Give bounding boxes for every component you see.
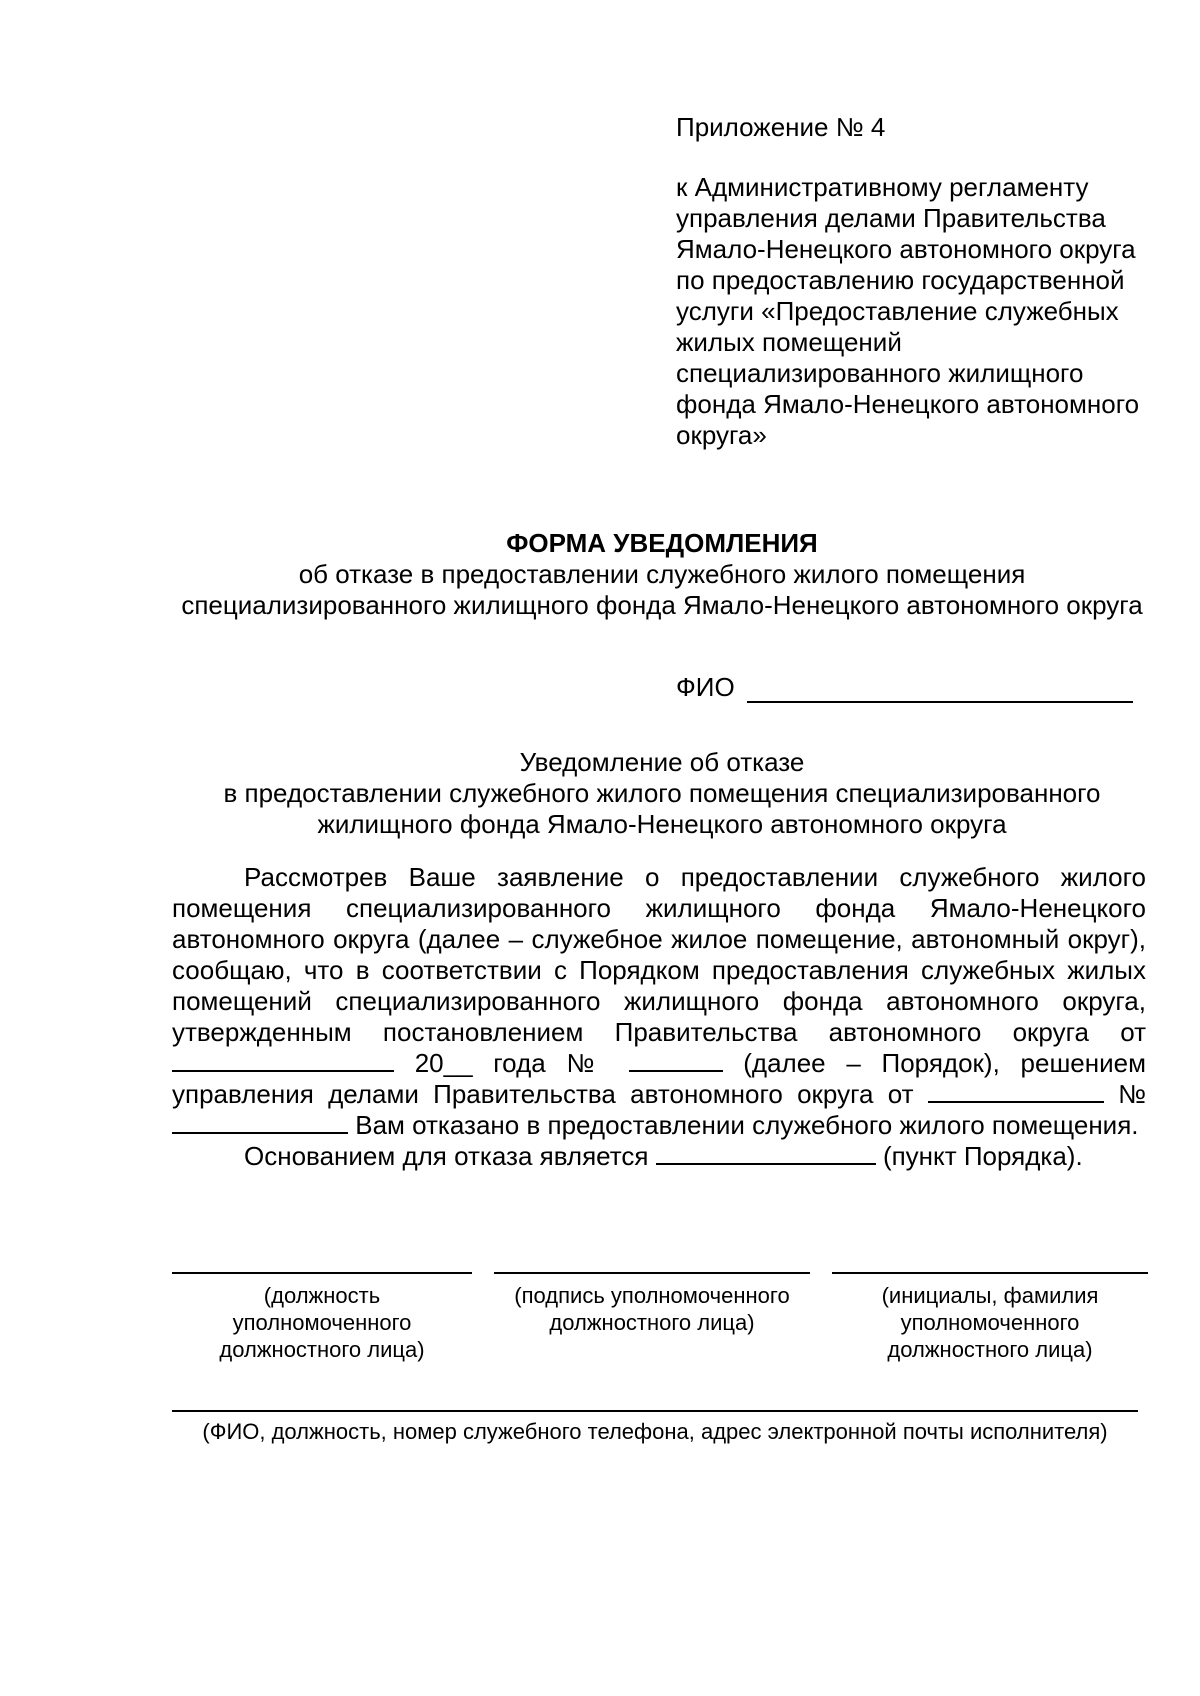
form-heading: ФОРМА УВЕДОМЛЕНИЯ <box>506 528 818 558</box>
body-p1-no2: № <box>1118 1079 1146 1109</box>
notice-title-line2: в предоставлении служебного жилого помещения специализированного жилищного фонда Ямало-Ненецкого автономного округа <box>223 778 1101 839</box>
appendix-block <box>676 112 1146 451</box>
form-title <box>172 528 1152 621</box>
signature-line <box>494 1272 810 1274</box>
executor-line <box>172 1410 1138 1412</box>
signature-row <box>172 1272 1148 1363</box>
executor-block <box>172 1410 1138 1445</box>
signature-caption: (должность уполномоченного должностного лица) <box>219 1283 425 1362</box>
notice-body <box>172 862 1146 1172</box>
body-p2-part2: (пункт Порядка). <box>882 1141 1083 1171</box>
signature-line <box>172 1272 472 1274</box>
body-p1-year: 20__ года <box>414 1048 546 1078</box>
signature-sign <box>494 1272 810 1363</box>
fio-label: ФИО <box>676 672 735 702</box>
appendix-description: к Административному регламенту управления делами Правительства Ямало-Ненецкого автономного округа по предоставлению государственной услуги «Предоставление служебных жилых помещений специализированного жилищного фонда Ямало-Ненецкого автономного округа» <box>676 172 1140 450</box>
signature-caption: (инициалы, фамилия уполномоченного должностного лица) <box>881 1283 1099 1362</box>
fio-field <box>676 672 1133 703</box>
body-paragraph-2 <box>172 1141 1146 1172</box>
notice-title <box>172 747 1152 840</box>
number-blank <box>629 1050 723 1072</box>
executor-caption: (ФИО, должность, номер служебного телефона, адрес электронной почты исполнителя) <box>202 1419 1108 1444</box>
body-p1-part1: Рассмотрев Ваше заявление о предоставлении служебного жилого помещения специализированного жилищного фонда Ямало-Ненецкого автономного округа (далее – служебное жилое помещение, автономный округ), сообщаю, что в соответствии с Порядком предоставления служебных жилых помещений специализированного жилищного фонда автономного округа, утвержденным постановлением Правительства автономного округа от <box>172 862 1146 1047</box>
signature-caption: (подпись уполномоченного должностного лица) <box>514 1283 790 1335</box>
signature-name <box>832 1272 1148 1363</box>
notice-title-line1: Уведомление об отказе <box>519 747 805 777</box>
appendix-number: Приложение № 4 <box>676 112 886 142</box>
body-p2-part1: Основанием для отказа является <box>244 1141 649 1171</box>
signature-line <box>832 1272 1148 1274</box>
body-p1-part3: Вам отказано в предоставлении служебного жилого помещения. <box>355 1110 1139 1140</box>
decision-number-blank <box>172 1112 348 1134</box>
fio-blank-line <box>747 677 1133 703</box>
body-paragraph-1 <box>172 862 1146 1141</box>
form-subtitle: об отказе в предоставлении служебного жилого помещения специализированного жилищного фонда Ямало-Ненецкого автономного округа <box>181 559 1143 620</box>
date-blank <box>172 1050 394 1072</box>
reason-blank <box>656 1143 876 1165</box>
decision-date-blank <box>928 1081 1104 1103</box>
signature-position <box>172 1272 472 1363</box>
body-p1-part2: (далее – Порядок), решением управления делами Правительства автономного округа от <box>172 1048 1146 1109</box>
body-p1-no: № <box>566 1048 608 1078</box>
